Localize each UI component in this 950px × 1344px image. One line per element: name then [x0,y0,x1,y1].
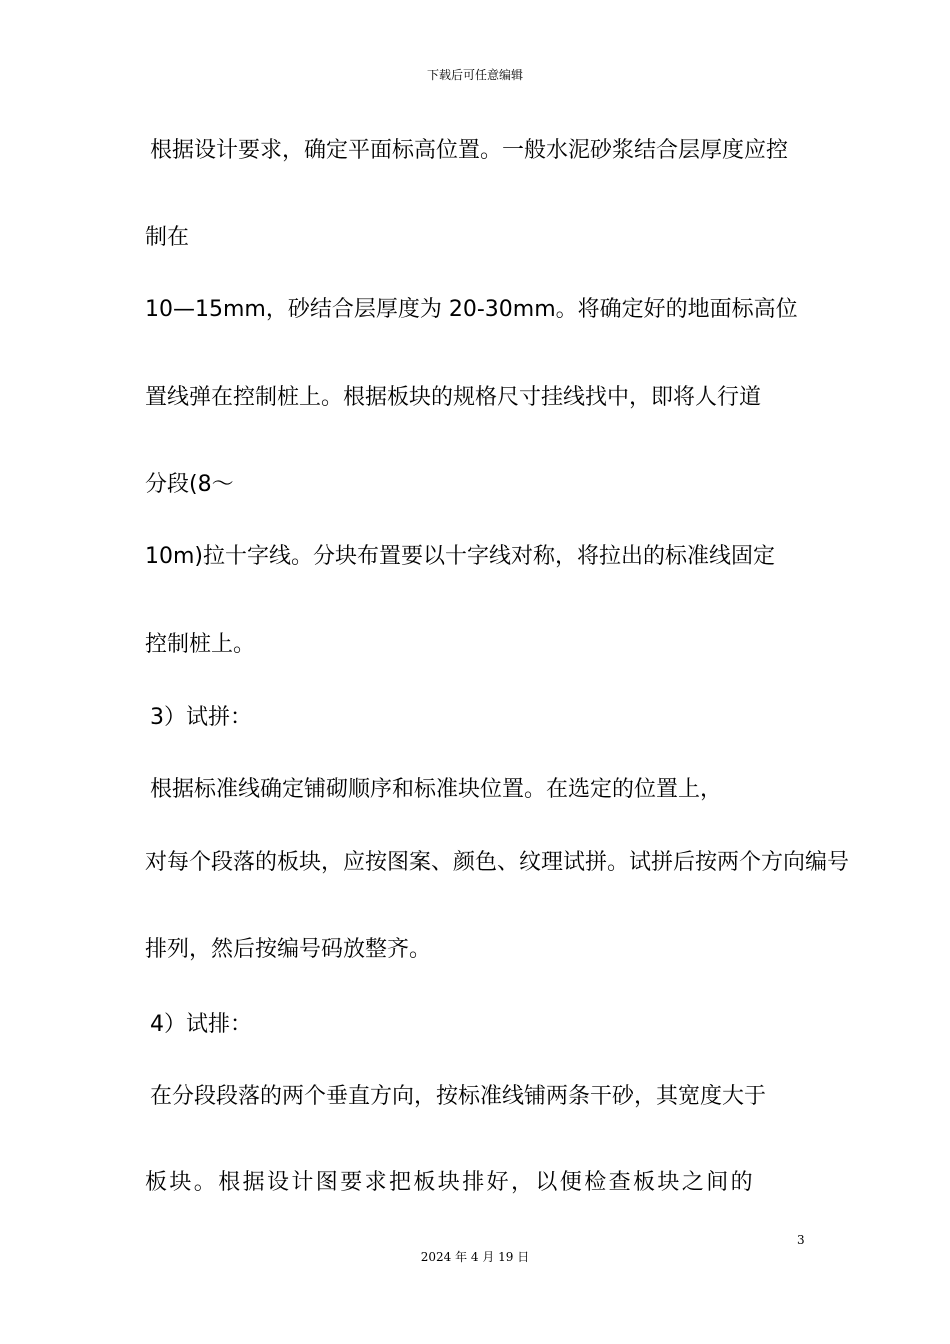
text-line: 根据标准线确定铺砌顺序和标准块位置。在选定的位置上， [150,777,723,802]
section-heading: 4）试排： [150,1012,252,1037]
text-line: 10m)拉十字线。分块布置要以十字线对称，将拉出的标准线固定 [145,544,776,569]
text-line: 10—15mm，砂结合层厚度为 20-30mm。将确定好的地面标高位 [145,297,798,322]
header-note: 下载后可任意编辑 [426,68,523,82]
text-line: 在分段段落的两个垂直方向，按标准线铺两条干砂，其宽度大于 [150,1084,767,1109]
text-line: 对每个段落的板块，应按图案、颜色、纹理试拼。试拼后按两个方向编号 [145,850,850,875]
text-line: 制在 [145,225,190,250]
text-line: 板块。根据设计图要求把板块排好，以便检查板块之间的 [145,1170,756,1195]
section-heading: 3）试拼： [150,705,252,730]
text-line: 控制桩上。 [145,632,256,657]
text-line: 分段(8～ [145,472,234,497]
footer-date: 2024 年 4 月 19 日 [420,1250,530,1264]
text-line: 排列，然后按编号码放整齐。 [145,937,432,962]
text-line: 根据设计要求，确定平面标高位置。一般水泥砂浆结合层厚度应控 [150,138,789,163]
text-line: 置线弹在控制桩上。根据板块的规格尺寸挂线找中，即将人行道 [145,385,762,410]
page-number: 3 [797,1233,805,1247]
